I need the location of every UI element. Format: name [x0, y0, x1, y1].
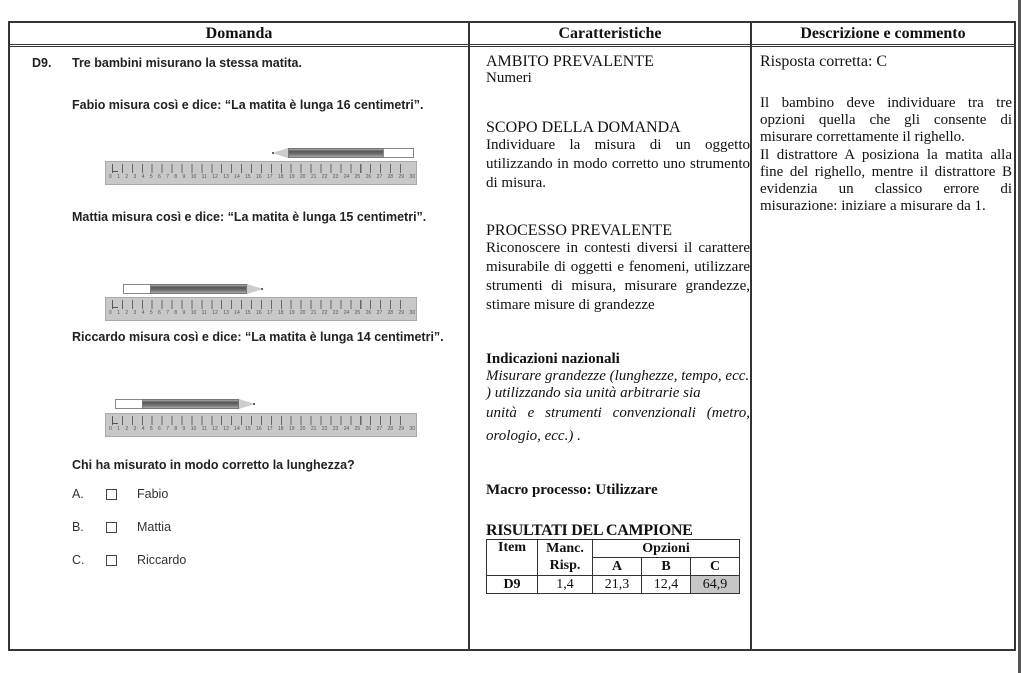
- page-edge-line: [1018, 0, 1021, 673]
- th-opzioni: Opzioni: [593, 540, 740, 558]
- processo-section: [486, 222, 750, 315]
- indicazioni-line: ) utilizzando sia unità arbitrarie sia: [486, 385, 701, 401]
- table-header-row: [10, 23, 1014, 47]
- indicazioni-line: unità e strumenti convenzionali (metro, orologio, ecc.) .: [486, 405, 750, 444]
- question-prompt: Chi ha misurato in modo corretto la lunghezza?: [72, 458, 355, 472]
- processo-text: Riconoscere in contesti diversi il carattere misurabile di oggetti e fenomeni, utilizzare strumenti di misura, misurare grandezze, stimare misure di grandezze: [486, 240, 750, 313]
- indicazioni-section: [486, 351, 750, 448]
- ruler-image-riccardo: [105, 413, 417, 437]
- characteristics-column: [480, 49, 750, 649]
- pencil-image-fabio: [272, 148, 414, 158]
- results-title: RISULTATI DEL CAMPIONE: [486, 522, 693, 539]
- th-item: Item: [487, 540, 538, 576]
- description-paragraph-2: Il distrattore A posiziona la matita alla fine del righello, mentre il distrattore B evidenzia un classico errore di misurazione: iniziare a misurare da 1.: [760, 147, 1012, 214]
- checkbox-icon[interactable]: [106, 489, 117, 500]
- question-number: D9.: [32, 56, 52, 70]
- ruler-labels: 0 1 2 3 4 5 6 7 8 9 10 11 12 13 14 15 16 17 18 19 20 21 22 23 24 25 26 27 28 29 30: [109, 310, 415, 316]
- ruler-labels: 0 1 2 3 4 5 6 7 8 9 10 11 12 13 14 15 16 17 18 19 20 21 22 23 24 25 26 27 28 29 30: [109, 174, 415, 180]
- option-label: Mattia: [137, 520, 172, 534]
- pencil-image-mattia: [123, 284, 263, 294]
- cell-b: 12,4: [642, 576, 691, 594]
- cell-manc: 1,4: [538, 576, 593, 594]
- macro-processo: Macro processo: Utilizzare: [486, 482, 658, 498]
- ruler-image-mattia: [105, 297, 417, 321]
- ambito-title: AMBITO PREVALENTE: [486, 53, 654, 70]
- description-column: [760, 49, 1012, 649]
- question-column: [10, 47, 468, 649]
- column-divider: [750, 23, 752, 649]
- scopo-section: [486, 119, 750, 193]
- scopo-title: SCOPO DELLA DOMANDA: [486, 119, 681, 136]
- pencil-image-riccardo: [115, 399, 255, 409]
- scenario-fabio-text: Fabio misura così e dice: “La matita è lunga 16 centimetri”.: [72, 98, 424, 112]
- question-table: [8, 21, 1016, 651]
- scopo-text: Individuare la misura di un oggetto utilizzando in modo corretto uno strumento di misura.: [486, 137, 750, 191]
- ambito-section: [486, 53, 750, 87]
- question-intro: Tre bambini misurano la stessa matita.: [72, 56, 302, 70]
- checkbox-icon[interactable]: [106, 522, 117, 533]
- ruler-image-fabio: [105, 161, 417, 185]
- option-a[interactable]: [72, 487, 168, 501]
- option-letter: B.: [72, 520, 84, 534]
- th-manc: Manc.: [538, 540, 593, 558]
- results-table: [486, 539, 740, 594]
- option-letter: C.: [72, 553, 85, 567]
- indicazioni-line: Misurare grandezze (lunghezze, tempo, ecc.: [486, 368, 750, 384]
- option-letter: A.: [72, 487, 84, 501]
- th-risp: Risp.: [538, 558, 593, 576]
- cell-c-highlighted: 64,9: [691, 576, 740, 594]
- option-c[interactable]: [72, 553, 186, 567]
- column-divider: [468, 23, 470, 649]
- cell-item: D9: [487, 576, 538, 594]
- option-label: Riccardo: [137, 553, 187, 567]
- correct-answer: Risposta corretta: C: [760, 53, 888, 70]
- ruler-labels: 0 1 2 3 4 5 6 7 8 9 10 11 12 13 14 15 16 17 18 19 20 21 22 23 24 25 26 27 28 29 30: [109, 426, 415, 432]
- results-section: [486, 522, 750, 594]
- ambito-value: Numeri: [486, 70, 532, 86]
- option-b[interactable]: [72, 520, 171, 534]
- scenario-mattia-text: Mattia misura così e dice: “La matita è lunga 15 centimetri”.: [72, 210, 427, 224]
- th-a: A: [593, 558, 642, 576]
- cell-a: 21,3: [593, 576, 642, 594]
- th-c: C: [691, 558, 740, 576]
- processo-title: PROCESSO PREVALENTE: [486, 222, 672, 239]
- checkbox-icon[interactable]: [106, 555, 117, 566]
- scenario-riccardo-text: Riccardo misura così e dice: “La matita è lunga 14 centimetri”.: [72, 330, 444, 344]
- header-domanda: Domanda: [205, 25, 273, 42]
- option-label: Fabio: [137, 487, 169, 501]
- header-caratteristiche: Caratteristiche: [558, 25, 662, 42]
- indicazioni-title: Indicazioni nazionali: [486, 351, 620, 367]
- description-paragraph-1: Il bambino deve individuare tra tre opzioni quella che gli consente di misurare correttamente il righello.: [760, 95, 1012, 145]
- header-descrizione: Descrizione e commento: [800, 25, 966, 42]
- th-b: B: [642, 558, 691, 576]
